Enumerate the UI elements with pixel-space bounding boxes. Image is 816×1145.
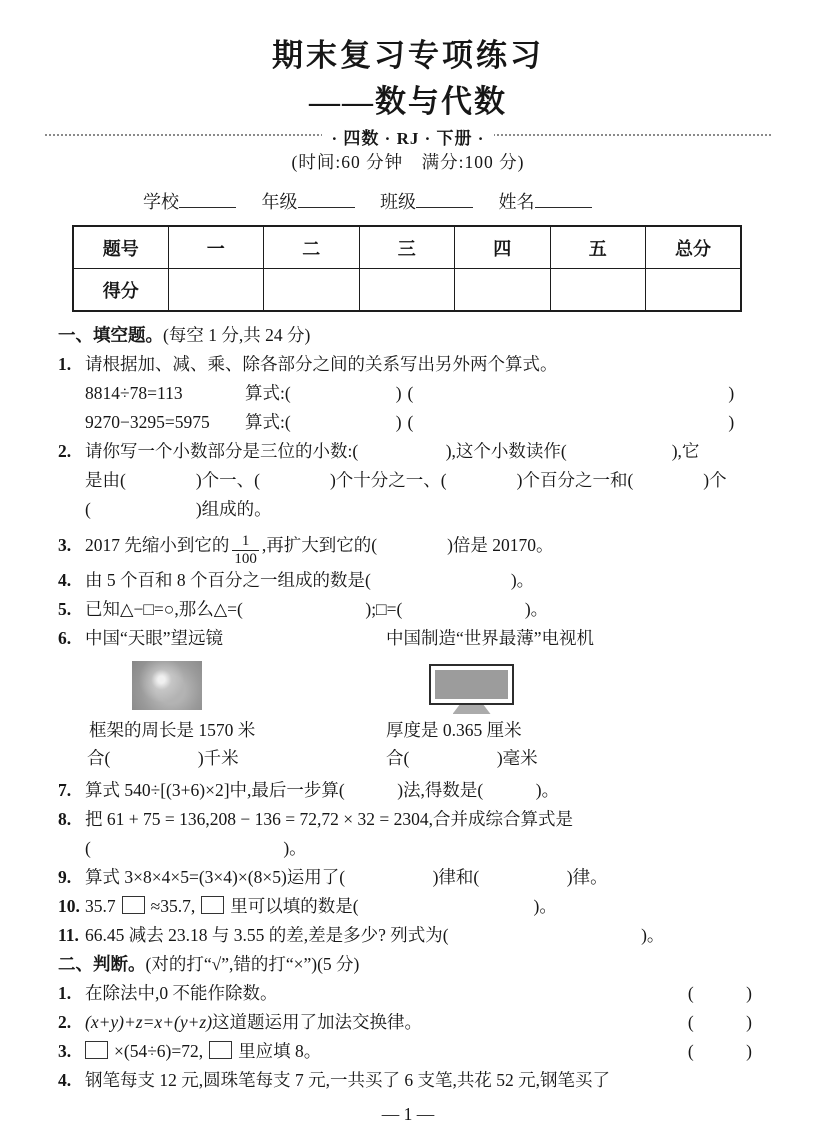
question-3-number: 3. xyxy=(58,535,72,555)
question-1-text: 请根据加、减、乘、除各部分之间的关系写出另外两个算式。 xyxy=(85,354,558,374)
question-10 xyxy=(58,892,766,921)
tv-icon xyxy=(429,664,514,714)
score-cell xyxy=(646,269,742,312)
question-3-text-pre: 2017 先缩小到它的 xyxy=(85,535,230,555)
question-2-line1 xyxy=(58,437,766,466)
question-2-line2 xyxy=(58,466,766,495)
score-cell xyxy=(168,269,264,312)
judge-1-statement: 在除法中,0 不能作除数。 xyxy=(85,983,278,1003)
judge-1-number: 1. xyxy=(58,983,72,1003)
question-5 xyxy=(58,595,766,624)
blank-box-icon xyxy=(201,896,224,914)
q6-left-caption: 框架的周长是 1570 米 xyxy=(89,720,256,740)
judge-1-answer-paren: ( ) xyxy=(687,983,752,1003)
question-3 xyxy=(58,524,766,566)
q6-left-blank: 合( )千米 xyxy=(87,748,239,768)
question-7 xyxy=(58,776,766,805)
field-school-line xyxy=(179,188,236,208)
question-5-text: 已知△−□=○,那么△=( );□=( )。 xyxy=(85,599,549,619)
q1-blank-a2: ( ) xyxy=(407,383,735,403)
judge-3-number: 3. xyxy=(58,1041,72,1061)
question-4-text: 由 5 个百和 8 个百分之一组成的数是( )。 xyxy=(85,570,535,590)
question-11-text: 66.45 减去 23.18 与 3.55 的差,差是多少? 列式为( )。 xyxy=(85,925,665,945)
question-9-number: 9. xyxy=(58,867,72,887)
question-6-right-title: 中国制造“世界最薄”电视机 xyxy=(386,628,595,648)
judge-3-statement-a: ×(54÷6)=72, xyxy=(114,1041,204,1061)
score-label-cell: 得分 xyxy=(73,269,168,312)
question-11-number: 11. xyxy=(58,925,79,945)
score-cell xyxy=(264,269,360,312)
fraction-numerator: 1 xyxy=(232,533,259,551)
section2-heading-note: (对的打“√”,错的打“×”)(5 分) xyxy=(145,954,360,974)
q1-blank-b2: ( ) xyxy=(407,412,735,432)
q6-right-caption: 厚度是 0.365 厘米 xyxy=(386,720,522,740)
question-8-text-line1: 把 61 + 75 = 136,208 − 136 = 72,72 × 32 = 2304,合并成综合算式是 xyxy=(85,809,573,829)
section2-heading-title: 二、判断。 xyxy=(58,954,146,974)
q1-label-b: 算式: xyxy=(245,412,285,432)
q1-blank-a1: ( ) xyxy=(284,383,402,403)
question-2-text-line3: ( )组成的。 xyxy=(85,499,272,519)
question-1-number: 1. xyxy=(58,354,72,374)
judge-2-statement: 这道题运用了加法交换律。 xyxy=(212,1012,423,1032)
field-name-label: 姓名 xyxy=(498,192,535,212)
question-10-text-b: ≈35.7, xyxy=(150,896,196,916)
score-table-header-cell: 题号 xyxy=(73,226,168,269)
question-9 xyxy=(58,863,766,892)
q1-equation-a: 8814÷78=113 xyxy=(85,383,183,403)
field-school xyxy=(143,188,236,214)
judge-4-statement: 钢笔每支 12 元,圆珠笔每支 7 元,一共买了 6 支笔,共花 52 元,钢笔买了 xyxy=(85,1070,610,1090)
question-8-line1 xyxy=(58,805,766,834)
section2-heading xyxy=(58,950,766,979)
field-name xyxy=(499,188,592,214)
question-2-number: 2. xyxy=(58,441,72,461)
field-name-line xyxy=(535,188,592,208)
judge-question-1 xyxy=(58,979,766,1008)
question-10-text-c: 里可以填的数是( )。 xyxy=(230,896,557,916)
question-10-text-a: 35.7 xyxy=(85,896,116,916)
judge-3-text xyxy=(58,1037,322,1066)
judge-question-3 xyxy=(58,1037,766,1066)
judge-question-4 xyxy=(58,1066,766,1095)
field-grade xyxy=(262,188,355,214)
q1-label-a: 算式: xyxy=(245,383,285,403)
judge-2-answer-paren: ( ) xyxy=(687,1012,752,1032)
question-6 xyxy=(58,624,766,776)
exam-title: 期末复习专项练习 xyxy=(272,38,544,73)
edition-label: · 四数 · RJ · 下册 · xyxy=(322,124,495,149)
question-2-line3 xyxy=(58,495,766,524)
score-cell xyxy=(359,269,455,312)
judge-1-text xyxy=(58,979,278,1008)
section1-heading xyxy=(58,321,766,350)
time-score-meta: (时间:60 分钟 满分:100 分) xyxy=(291,152,525,172)
question-8-number: 8. xyxy=(58,809,72,829)
score-table xyxy=(72,225,742,312)
question-1-row-b xyxy=(58,408,766,437)
question-6-number: 6. xyxy=(58,628,72,648)
question-3-text-post: ,再扩大到它的( )倍是 20170。 xyxy=(261,535,554,555)
blank-box-icon xyxy=(85,1041,108,1059)
tv-screen xyxy=(435,670,508,699)
fraction-denominator: 100 xyxy=(234,551,257,567)
judge-4-number: 4. xyxy=(58,1070,72,1090)
score-table-header-row xyxy=(73,226,741,269)
exam-body xyxy=(58,321,766,1095)
field-class xyxy=(380,188,473,214)
question-6-left-title xyxy=(58,624,224,653)
question-11 xyxy=(58,921,766,950)
question-4 xyxy=(58,566,766,595)
question-2-text-line1: 请你写一个小数部分是三位的小数:( ),这个小数读作( ),它 xyxy=(85,441,700,461)
score-cell xyxy=(550,269,646,312)
question-9-text: 算式 3×8×4×5=(3×4)×(8×5)运用了( )律和( )律。 xyxy=(85,867,608,887)
section1-heading-title: 一、填空题。 xyxy=(58,325,163,345)
student-info-row xyxy=(143,188,613,214)
score-table-header-cell: 五 xyxy=(550,226,646,269)
score-table-header-cell: 总分 xyxy=(646,226,742,269)
score-table-score-row xyxy=(73,269,741,312)
question-2-text-line2: 是由( )个一、( )个十分之一、( )个百分之一和( )个 xyxy=(85,470,727,490)
judge-3-statement-b: 里应填 8。 xyxy=(238,1041,322,1061)
judge-2-text xyxy=(58,1008,423,1037)
question-1-row-a xyxy=(58,379,766,408)
question-7-text: 算式 540÷[(3+6)×2]中,最后一步算( )法,得数是( )。 xyxy=(85,780,560,800)
tv-frame xyxy=(429,664,514,705)
telescope-photo xyxy=(132,661,202,710)
score-table-header-cell: 二 xyxy=(264,226,360,269)
question-7-number: 7. xyxy=(58,780,72,800)
question-10-number: 10. xyxy=(58,896,80,916)
question-8-line2 xyxy=(58,834,766,863)
q1-equation-b: 9270−3295=5975 xyxy=(85,412,210,432)
judge-question-2 xyxy=(58,1008,766,1037)
field-grade-line xyxy=(298,188,355,208)
tv-stand xyxy=(453,705,491,714)
score-table-header-cell: 四 xyxy=(455,226,551,269)
page-number: — 1 — xyxy=(381,1104,435,1124)
q6-right-blank: 合( )毫米 xyxy=(386,748,538,768)
blank-box-icon xyxy=(122,896,145,914)
q6-left-title-text: 中国“天眼”望远镜 xyxy=(85,628,224,648)
judge-3-answer-paren: ( ) xyxy=(687,1041,752,1061)
judge-4-text xyxy=(58,1066,610,1095)
question-8-text-line2: ( )。 xyxy=(85,838,307,858)
question-1 xyxy=(58,350,766,379)
score-cell xyxy=(455,269,551,312)
q1-blank-b1: ( ) xyxy=(284,412,402,432)
question-5-number: 5. xyxy=(58,599,72,619)
field-class-label: 班级 xyxy=(380,192,416,212)
section1-heading-note: (每空 1 分,共 24 分) xyxy=(163,325,311,345)
blank-box-icon xyxy=(209,1041,232,1059)
field-school-label: 学校 xyxy=(143,192,179,212)
judge-2-formula: (x+y)+z=x+(y+z) xyxy=(85,1012,213,1032)
exam-subtitle: ——数与代数 xyxy=(309,84,507,119)
score-table-header-cell: 三 xyxy=(359,226,455,269)
field-class-line xyxy=(416,188,473,208)
question-4-number: 4. xyxy=(58,570,72,590)
field-grade-label: 年级 xyxy=(261,192,298,212)
judge-2-number: 2. xyxy=(58,1012,72,1032)
score-table-header-cell: 一 xyxy=(168,226,264,269)
fraction-1-100 xyxy=(232,533,259,568)
edition-banner xyxy=(0,124,816,146)
